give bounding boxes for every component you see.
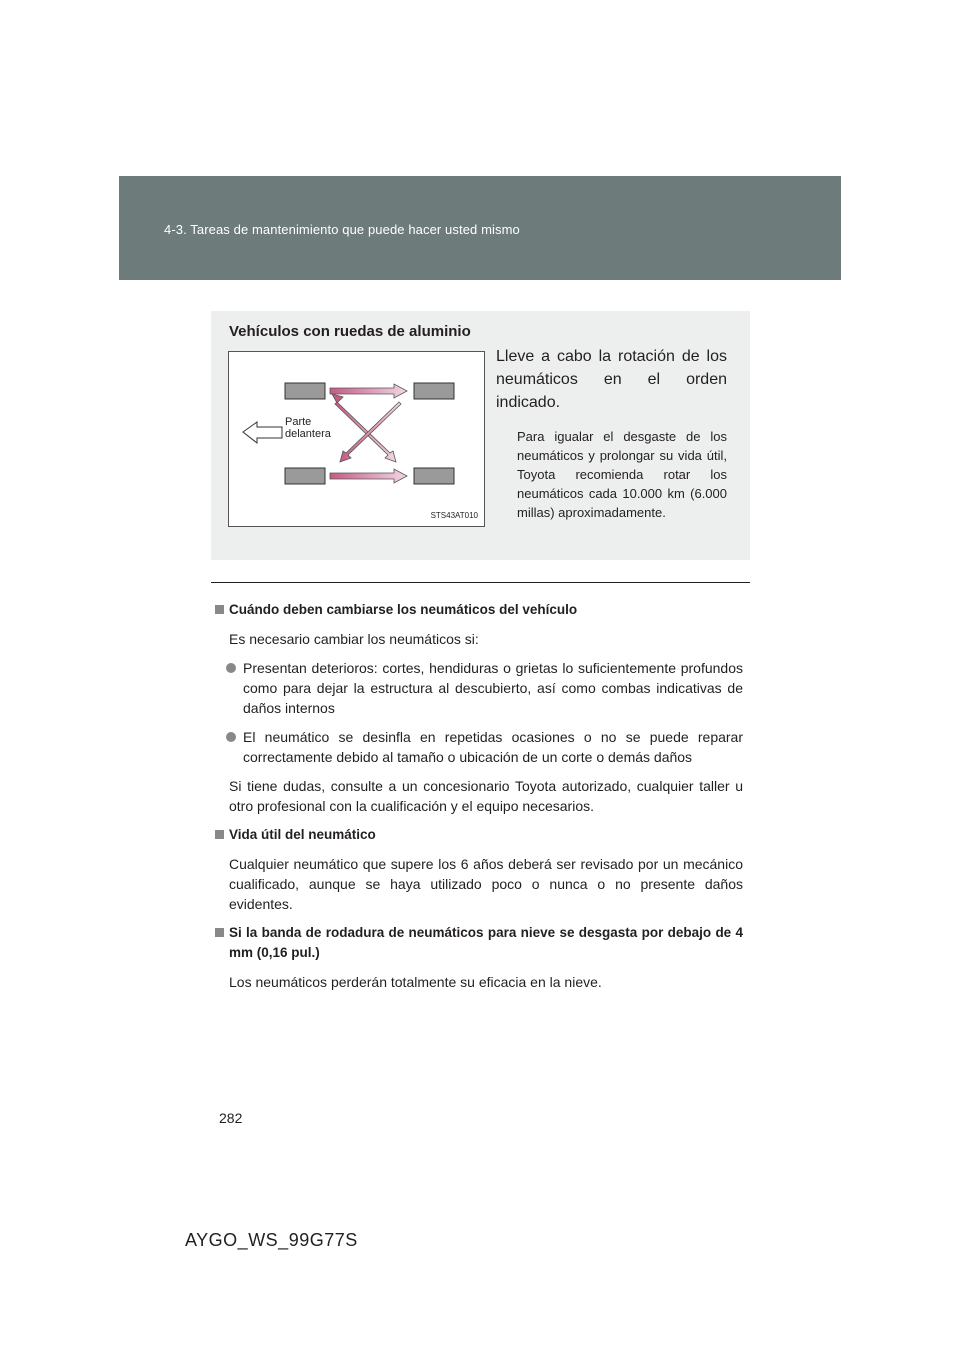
section-heading-text: Si la banda de rodadura de neumáticos para nieve se desgasta por debajo de 4 mm (0,16 pul.) bbox=[229, 925, 743, 960]
divider-rule bbox=[211, 582, 750, 583]
section-heading-lifespan bbox=[213, 825, 743, 845]
square-bullet-icon bbox=[215, 830, 224, 839]
circle-bullet-icon bbox=[226, 732, 236, 742]
page-number: 282 bbox=[219, 1110, 243, 1126]
circle-bullet-icon bbox=[226, 663, 236, 673]
bullet-text: Presentan deterioros: cortes, hendiduras o grietas lo suficientemente profundos como para dejar la estructura al descubierto, así como combas indicativas de daños internos bbox=[243, 660, 743, 716]
section-heading-text: Cuándo deben cambiarse los neumáticos del vehículo bbox=[229, 602, 578, 617]
tire-rotation-diagram bbox=[228, 351, 485, 527]
square-bullet-icon bbox=[215, 605, 224, 614]
front-direction-arrow bbox=[243, 422, 282, 443]
paragraph: Es necesario cambiar los neumáticos si: bbox=[229, 631, 479, 647]
bullet-item bbox=[213, 727, 743, 767]
body-content bbox=[213, 600, 743, 1001]
front-label bbox=[285, 416, 331, 440]
arrowhead-up-left bbox=[332, 394, 343, 403]
paragraph: Si tiene dudas, consulte a un concesionario Toyota autorizado, cualquier taller u otro profesional con la cualificación y el equipo necesarios. bbox=[229, 778, 743, 814]
rotation-recommendation: Para igualar el desgaste de los neumáticos y prolongar su vida útil, Toyota recomienda rotar los neumáticos cada 10.000 km (6.000 millas) aproximadamente. bbox=[517, 429, 727, 520]
square-bullet-icon bbox=[215, 928, 224, 937]
section-heading-snow-tires bbox=[213, 923, 743, 963]
info-box bbox=[211, 311, 750, 560]
tire-front-right bbox=[414, 383, 454, 399]
header-band bbox=[119, 176, 841, 280]
section-title: 4-3. Tareas de mantenimiento que puede hacer usted mismo bbox=[164, 222, 520, 237]
front-label-line2: delantera bbox=[285, 428, 331, 440]
arrow-front-left-to-right bbox=[330, 384, 407, 398]
bullet-item bbox=[213, 658, 743, 718]
front-label-line1: Parte bbox=[285, 416, 312, 428]
paragraph: Los neumáticos perderán totalmente su eficacia en la nieve. bbox=[229, 974, 602, 990]
rotation-diagram-svg bbox=[229, 352, 484, 526]
rotation-instruction: Lleve a cabo la rotación de los neumáticos en el orden indicado. bbox=[496, 348, 727, 411]
tire-rear-left bbox=[285, 468, 325, 484]
tire-front-left bbox=[285, 383, 325, 399]
arrow-rear-left-to-right bbox=[330, 469, 407, 483]
tire-rear-right bbox=[414, 468, 454, 484]
section-heading-text: Vida útil del neumático bbox=[229, 827, 376, 842]
section-heading-replace bbox=[213, 600, 743, 620]
box-title: Vehículos con ruedas de aluminio bbox=[229, 323, 471, 340]
diagram-code: STS43AT010 bbox=[430, 511, 478, 520]
bullet-text: El neumático se desinfla en repetidas ocasiones o no se puede reparar correctamente debido al tamaño o ubicación de un corte o demás daños bbox=[243, 729, 743, 765]
footer-code: AYGO_WS_99G77S bbox=[185, 1230, 358, 1250]
paragraph: Cualquier neumático que supere los 6 años deberá ser revisado por un mecánico cualificado, aunque se haya utilizado poco o nunca o no presente daños evidentes. bbox=[229, 856, 743, 912]
